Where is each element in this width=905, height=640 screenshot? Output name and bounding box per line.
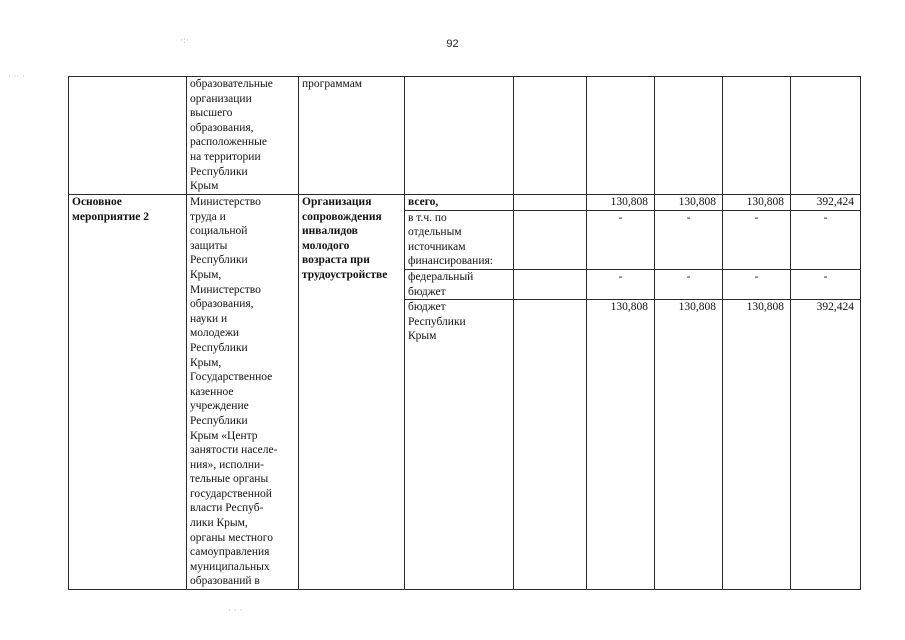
funding-value: 130,808 [723,300,791,590]
cell-empty [69,77,187,195]
program-table [68,76,861,590]
main-event-label: Основное мероприятие 2 [72,196,149,223]
cell-empty [514,210,587,269]
cell-empty [514,300,587,590]
cell-empty [405,77,514,195]
table-row-total [69,195,861,211]
main-event-title: Организация сопровождения инвалидов молодого возраста при трудоустройстве [302,196,388,281]
funding-value-total: - [791,210,861,269]
funding-source-regional: бюджет Республики Крым [408,301,466,343]
executor-text: образовательные организации высшего образования, расположенные на территории Республики Крым [190,78,273,193]
funding-source-cell [405,300,514,590]
measure-cell [299,77,405,195]
page-number: 92 [446,38,459,50]
funding-value: 130,808 [655,195,723,211]
funding-value-total: 392,424 [791,195,861,211]
funding-value: - [655,269,723,299]
measure-text: программам [302,78,363,90]
funding-source-federal: федеральный бюджет [408,270,474,298]
main-event-executors: Министерство труда и социальной защиты Республики Крым, Министерство образования, науки и молодежи Республики Крым, Государственное казенное учреждение Республики Крым «Центр занятости населе- ния», исполни- тельные органы государственной власти Респуб- лики Крым, органы местного самоуправления муниципальных образований в [190,196,278,588]
funding-value: 130,808 [587,195,655,211]
cell-empty [655,77,723,195]
scan-artifact: ·:· [180,36,189,46]
cell-empty [587,77,655,195]
funding-value: 130,808 [587,300,655,590]
cell-empty [514,195,587,211]
funding-source-total: всего, [408,196,439,208]
funding-source-cell [405,269,514,299]
main-event-title-cell [299,195,405,590]
cell-empty [791,77,861,195]
funding-value: 130,808 [655,300,723,590]
funding-source-cell [405,210,514,269]
funding-value: - [723,210,791,269]
funding-source-cell [405,195,514,211]
table-row-continued [69,77,861,195]
cell-empty [514,269,587,299]
funding-value: - [655,210,723,269]
cell-empty [723,77,791,195]
main-event-label-cell [69,195,187,590]
scan-artifact: · · · [228,606,243,616]
funding-value: - [587,269,655,299]
scan-artifact: · ·· · [8,72,26,82]
funding-source-including: в т.ч. по отдельным источникам финансирования: [408,211,493,268]
executor-cell [187,77,299,195]
funding-value: 130,808 [723,195,791,211]
cell-empty [514,77,587,195]
funding-value-total: - [791,269,861,299]
funding-value: - [587,210,655,269]
main-event-executors-cell [187,195,299,590]
funding-value-total: 392,424 [791,300,861,590]
funding-value: - [723,269,791,299]
